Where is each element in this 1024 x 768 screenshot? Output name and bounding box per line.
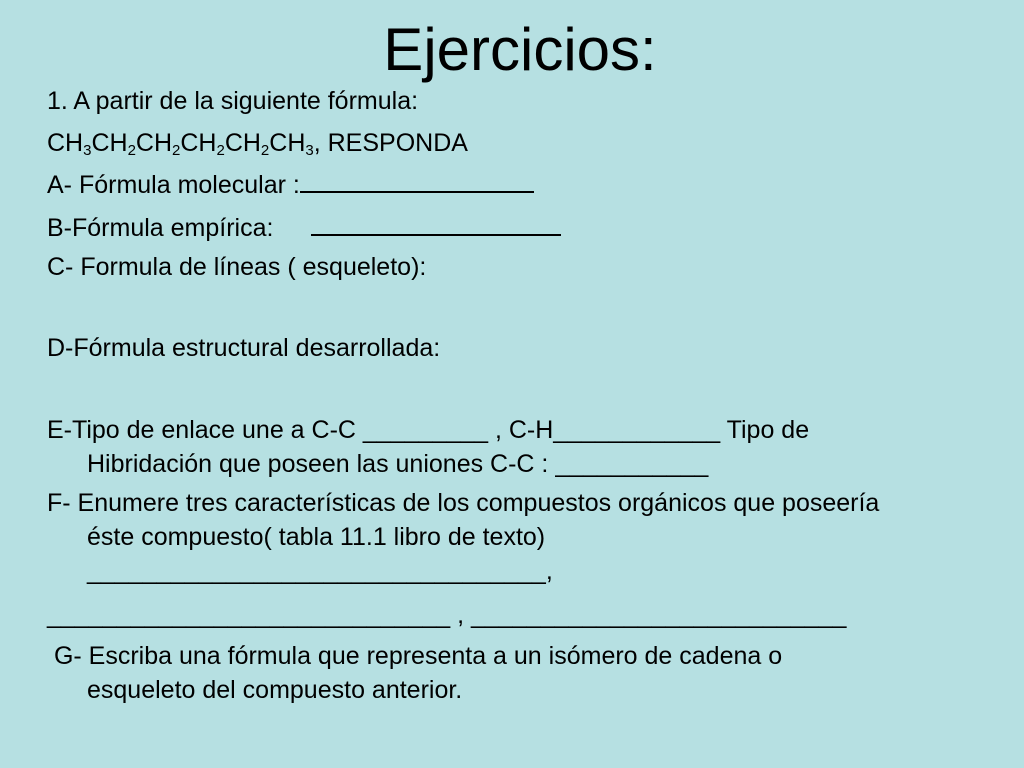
item-f-line-1: F- Enumere tres características de los compuestos orgánicos que poseería xyxy=(47,489,880,517)
formula-subscript-2: 2 xyxy=(127,142,136,159)
item-b-answer-line xyxy=(311,210,561,236)
item-f-line-2: éste compuesto( tabla 11.1 libro de texto) xyxy=(87,523,546,551)
item-b xyxy=(47,210,561,245)
formula-subscript-4: 2 xyxy=(216,142,225,159)
item-f-line-3: _________________________________, xyxy=(87,557,553,585)
chemical-formula xyxy=(47,126,468,160)
item-d: D-Fórmula estructural desarrollada: xyxy=(47,334,441,362)
formula-ch-4: CH xyxy=(180,129,217,157)
item-g xyxy=(47,639,1007,707)
slide-title: Ejercicios: xyxy=(383,16,657,83)
item-e-line-2: Hibridación que poseen las uniones C-C : ___________ xyxy=(87,450,709,478)
item-f xyxy=(47,486,1007,588)
item-f-line-4: _____________________________ , ___________________________ xyxy=(47,601,847,629)
formula-subscript-1: 3 xyxy=(83,142,92,159)
item-a-label: A- Fórmula molecular : xyxy=(47,171,300,199)
item-a xyxy=(47,167,534,202)
formula-ch-5: CH xyxy=(224,129,261,157)
formula-suffix: , RESPONDA xyxy=(313,129,468,157)
formula-ch-3: CH xyxy=(135,129,173,157)
item-b-label: B-Fórmula empírica: xyxy=(47,214,274,242)
item-e-line-1: E-Tipo de enlace une a C-C _________ , C-H____________ Tipo de xyxy=(47,416,810,444)
item-g-line-2: esqueleto del compuesto anterior. xyxy=(87,676,463,704)
formula-subscript-6: 3 xyxy=(305,142,314,159)
formula-subscript-5: 2 xyxy=(260,142,270,159)
item-e xyxy=(47,413,1007,481)
item-c: C- Formula de líneas ( esqueleto): xyxy=(47,253,427,281)
formula-ch-6: CH xyxy=(269,129,306,157)
formula-ch-2: CH xyxy=(91,129,128,157)
formula-subscript-3: 2 xyxy=(172,142,181,159)
question-1-intro: 1. A partir de la siguiente fórmula: xyxy=(47,87,419,115)
item-a-answer-line xyxy=(300,167,534,193)
item-g-line-1: G- Escriba una fórmula que representa a un isómero de cadena o xyxy=(47,642,783,670)
formula-ch-1: CH xyxy=(47,129,84,157)
